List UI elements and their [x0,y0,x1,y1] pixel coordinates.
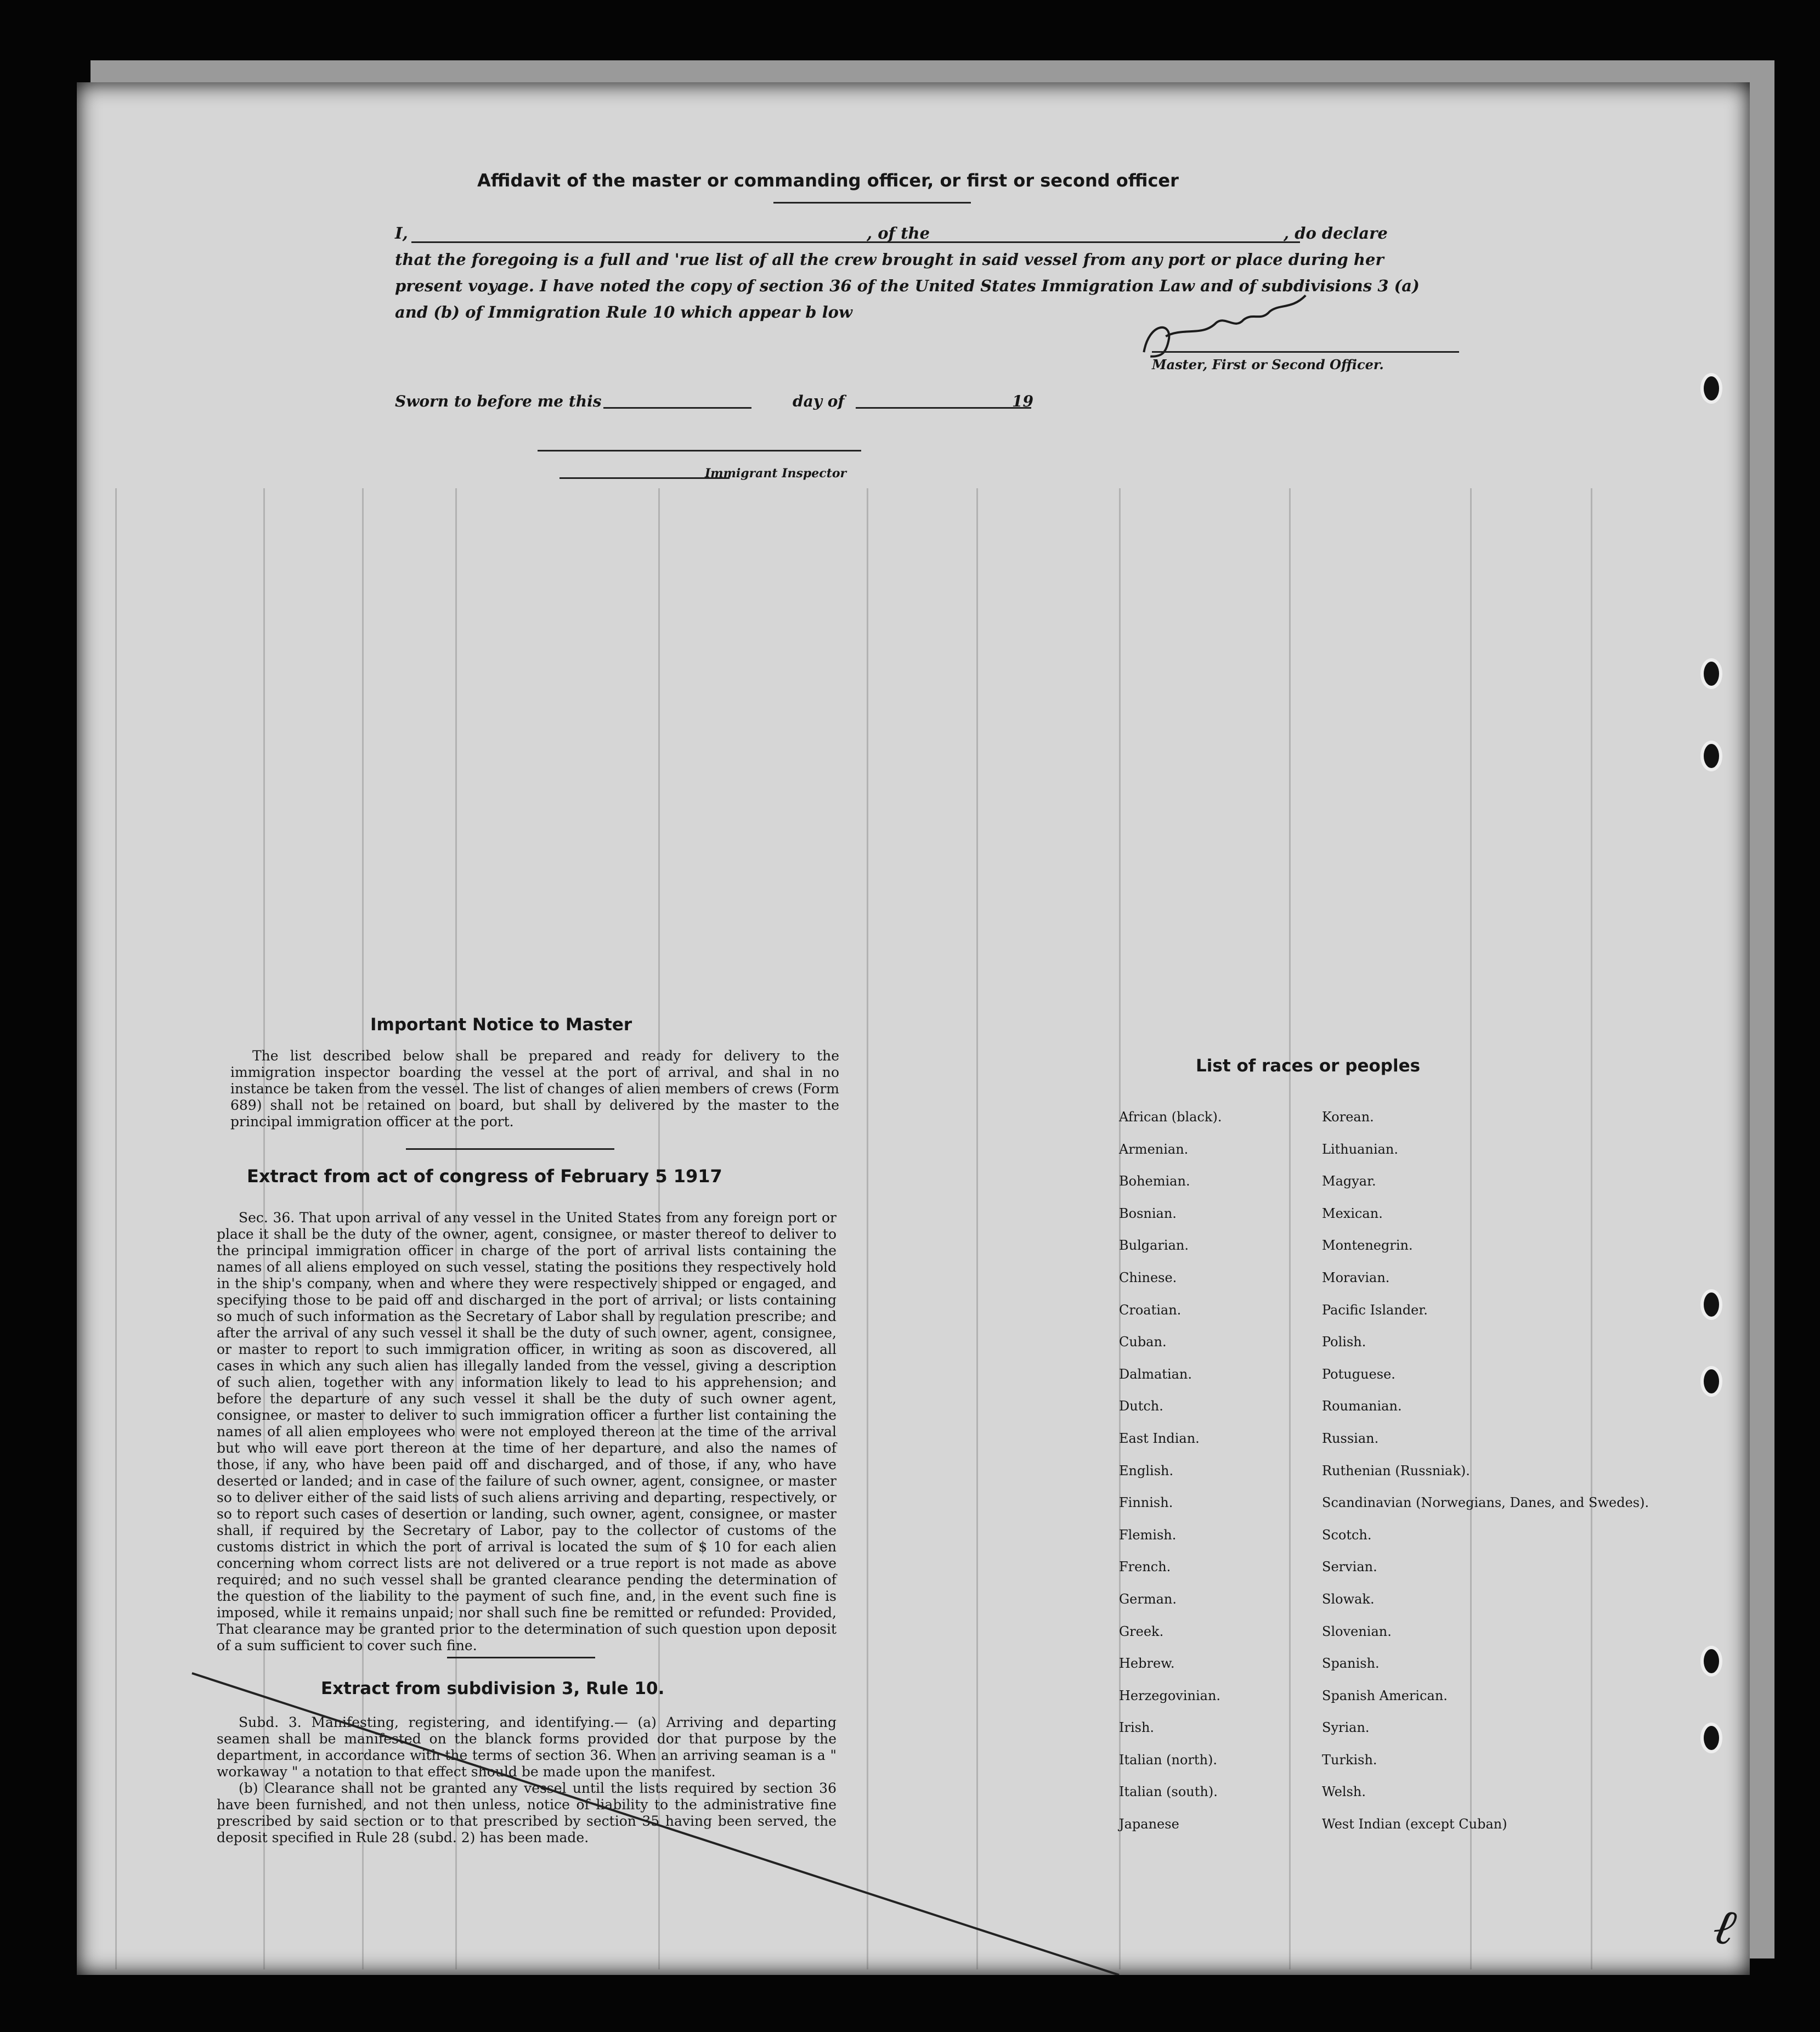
race-item: Russian. [1322,1430,1379,1446]
race-item: Pacific Islander. [1322,1302,1428,1318]
race-item: Chinese. [1119,1269,1177,1285]
race-item: Magyar. [1322,1173,1376,1189]
race-item: Montenegrin. [1322,1238,1413,1254]
affidavit-line-3: present voyage. I have noted the copy of section 36 of the United States Immigration Law and of subdivisions 3 (a) [395,276,1420,295]
race-item: Servian. [1322,1559,1377,1575]
race-item: French. [1119,1559,1171,1575]
race-item: Italian (north). [1119,1752,1218,1768]
binder-hole [1700,373,1722,404]
affidavit-i: I, [395,224,408,242]
race-item: West Indian (except Cuban) [1322,1816,1507,1832]
binder-hole [1700,1366,1722,1397]
notice-title: Important Notice to Master [370,1015,632,1035]
year-prefix: 19 [1012,392,1033,410]
document-page [77,82,1750,1975]
race-item: Potuguese. [1322,1366,1395,1382]
race-item: Slovenian. [1322,1623,1392,1639]
race-item: Greek. [1119,1623,1164,1639]
affidavit-title: Affidavit of the master or commanding officer, or first or second officer [477,170,1179,191]
race-item: Spanish American. [1322,1687,1448,1703]
sworn-text: Sworn to before me this [395,392,602,410]
race-item: Bosnian. [1119,1205,1177,1221]
binder-hole [1700,1289,1722,1320]
race-item: Scandinavian (Norwegians, Danes, and Swedes). [1322,1495,1649,1511]
race-item: Korean. [1322,1109,1374,1125]
binder-hole [1700,658,1722,689]
race-item: German. [1119,1591,1177,1607]
race-item: Lithuanian. [1322,1141,1399,1157]
races-title: List of races or peoples [1196,1056,1421,1076]
affidavit-line-2: that the foregoing is a full and 'rue list of all the crew brought in said vessel from any port or place during her [395,250,1384,269]
rule-title: Extract from subdivision 3, Rule 10. [321,1679,665,1698]
race-item: Turkish. [1322,1752,1377,1768]
race-item: African (black). [1119,1109,1222,1125]
race-item: Flemish. [1119,1527,1177,1543]
affidavit-line-4: and (b) of Immigration Rule 10 which appear b low [395,303,852,321]
affidavit-of-the: , of the [867,224,930,242]
day-of-text: day of [793,392,845,410]
race-item: Irish. [1119,1720,1155,1736]
race-item: Dutch. [1119,1398,1163,1414]
act-text: Sec. 36. That upon arrival of any vessel in the United States from any foreign port or place it shall be the duty of the owner, agent, consignee, or master thereof to deliver to the principal immigration officer in charge of the port of arrival lists containing the names of all aliens employed on such vessel, stating the positions they respectively hold in the ship's company, when and where they were respectively shipped or engaged, and specifying those to be paid off and discharged in the port of arrival; or lists containing so much of such information as the Secretary of Labor shall by regulation prescribe; and after the arrival of any such vessel it shall be the duty of such owner, agent, consignee, or master to report to such immigration officer, in writing as soon as discovered, all cases in which any such alien has illegally landed from the vessel, giving a description of such alien, together with any information likely to lead to his apprehension; and before the departure of any such vessel it shall be the duty of such owner agent, consignee, or master to deliver to such immigration officer a further list containing the names of all alien employees who were not employed thereon at the time of the arrival but who will eave port thereon at the time of her departure, and also the names of those, if any, who have been paid off and discharged, and of those, if any, who have deserted or landed; and in case of the failure of such owner, agent, consignee, or master so to deliver either of the said lists of such aliens arriving and departing, respectively, or so to report such cases of desertion or landing, such owner, agent, consignee, or master shall, if required by the Secretary of Labor, pay to the collector of customs of the customs district in which the port of arrival is located the sum of $ 10 for each alien concerning whom correct lists are not delivered or a true report is not made as above required; and no such vessel shall be granted clearance pending the determination of the question of the liability to the payment of such fine, and, in the event such fine is imposed, while it remains unpaid; nor shall such fine be remitted or refunded: Provided, That clearance may be granted prior to the determination of such question upon deposit of a sum sufficient to cover such fine. [217,1210,836,1653]
race-item: Croatian. [1119,1302,1182,1318]
race-item: Roumanian. [1322,1398,1402,1414]
race-item: Japanese [1119,1816,1179,1832]
scratch-mark [77,82,1750,1975]
notice-text: The list described below shall be prepared and ready for delivery to the immigration inspector boarding the vessel at the port of arrival, and shal in no instance be taken from the vessel. The list of changes of alien members of crews (Form 689) shall not be retained on board, but shall by delivered by the master to the principal immigration officer at the port. [230,1048,839,1130]
race-item: Bohemian. [1119,1173,1190,1189]
margin-note: ℓ [1708,1896,1741,1957]
rule-text: Subd. 3. Manifesting, registering, and identifying.— (a) Arriving and departing seamen shall be manifested on the blanck forms provided dor that purpose by the department, in accordance with the terms of section 36. When an arriving seaman is a " workaway " a notation to that effect should be made upon the manifest. (b) Clearance shall not be granted any vessel until the lists required by section 36 have been furnished, and not then unless, notice of liability to the administrative fine prescribed by said section or to that prescribed by section 35 having been served, the deposit specified in Rule 28 (subd. 2) has been made. [217,1714,836,1845]
inspector-label: Immigrant Inspector [705,466,847,481]
binder-hole [1700,1723,1722,1753]
race-item: Armenian. [1119,1141,1189,1157]
race-item: Bulgarian. [1119,1238,1189,1254]
race-item: Welsh. [1322,1784,1366,1800]
race-item: Herzegovinian. [1119,1687,1221,1703]
race-item: Ruthenian (Russniak). [1322,1463,1470,1478]
master-label: Master, First or Second Officer. [1152,357,1384,372]
race-item: Finnish. [1119,1495,1173,1511]
race-item: English. [1119,1463,1174,1478]
race-item: Moravian. [1322,1269,1390,1285]
race-item: Dalmatian. [1119,1366,1192,1382]
binder-hole [1700,1646,1722,1677]
race-item: Mexican. [1322,1205,1383,1221]
act-title: Extract from act of congress of February 5 1917 [247,1166,722,1187]
race-item: Slowak. [1322,1591,1375,1607]
affidavit-declare: , do declare [1284,224,1388,242]
race-item: Scotch. [1322,1527,1372,1543]
race-item: Polish. [1322,1334,1366,1350]
race-item: Spanish. [1322,1656,1380,1672]
race-item: Syrian. [1322,1720,1370,1736]
race-item: Italian (south). [1119,1784,1218,1800]
race-item: Hebrew. [1119,1656,1175,1672]
binder-hole [1700,741,1722,771]
race-item: Cuban. [1119,1334,1167,1350]
race-item: East Indian. [1119,1430,1200,1446]
